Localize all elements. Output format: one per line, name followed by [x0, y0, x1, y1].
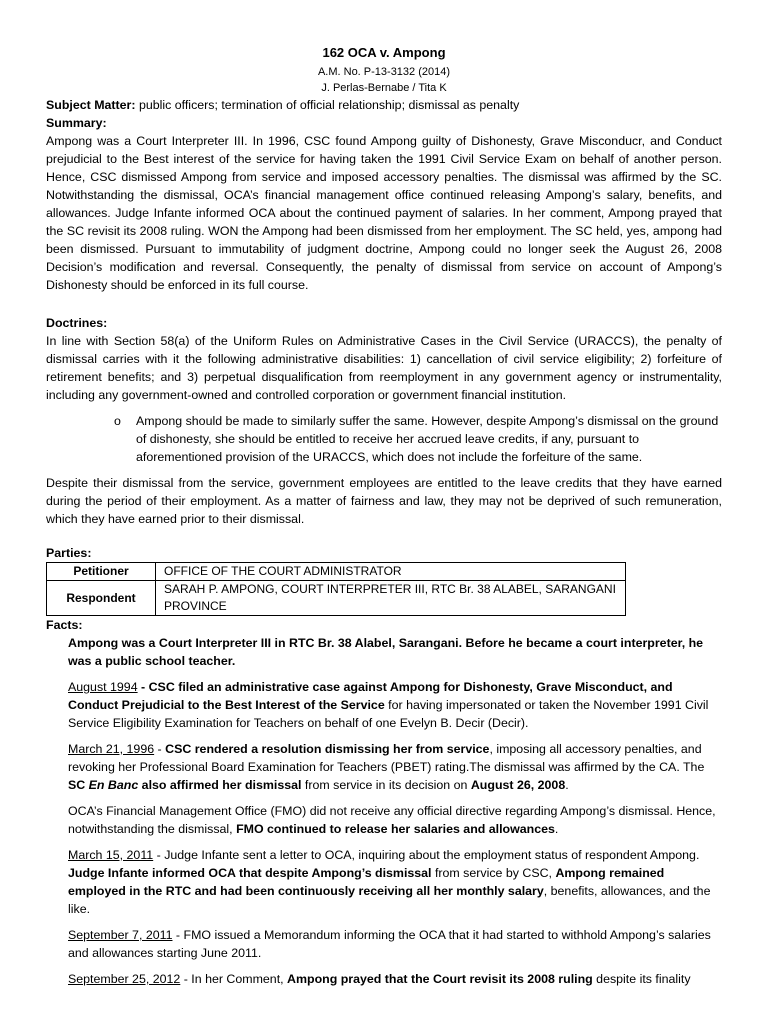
fact-september-2012: [68, 970, 722, 988]
facts-heading: Facts:: [46, 618, 83, 632]
respondent-label: Respondent: [47, 581, 156, 616]
fact-text-bold: SC: [68, 778, 89, 792]
fact-text: .: [554, 822, 559, 836]
doctrine-paragraph-1: In line with Section 58(a) of the Uniform Rules on Administrative Cases in the Civil Service (URACCS), the penalty of dismissal carries with it the following administrative disabilities: 1) cancellation of civil service eligibility; 2) forfeiture of retirement benefits; and 3) perpetual disqualification from reemployment in any government agency or instrumentality, including any government-owned and controlled corporation or government financial institution.: [46, 334, 722, 402]
fact-text: .: [565, 778, 569, 792]
parties-table: [46, 562, 626, 616]
doctrine-paragraph-2: Despite their dismissal from the service, government employees are entitled to the leave credits that they have earned during the period of their employment. As a matter of fairness and law, they may not be deprived of such remuneration, which they have earned prior to their dismissal.: [46, 476, 722, 526]
fact-text: , benefits, allowances, and the like.: [68, 884, 711, 916]
fact-text: - FMO issued a Memorandum informing the OCA that it had started to withhold Ampong’s salaries and allowances starting June 2011.: [68, 928, 711, 960]
bullet-marker: o: [114, 414, 121, 428]
summary-heading: Summary:: [46, 116, 107, 130]
case-number: A.M. No. P-13-3132 (2014): [317, 66, 451, 78]
doctrine-bullet: [114, 412, 722, 466]
summary-text: Ampong was a Court Interpreter III. In 1996, CSC found Ampong guilty of Dishonesty, Grave Misconducr, and Conduct prejudicial to the Best interest of the service for having taken the 1991 Civil Service Exam on behalf of another person. Hence, CSC dismissed Ampong from service and imposed accessory penalties. The dismissal was affirmed by the SC. Notwithstanding the dismissal, OCA’s financial management office continued releasing Ampong’s salary, benefits, and allowances. Judge Infante informed OCA about the continued payment of salaries. In her comment, Ampong prayed that the SC revisit its 2008 ruling. WON the Ampong had been dismissed from her employment. The SC held, yes, ampong had been dismissed. Pursuant to immutability of judgment doctrine, Ampong could no longer seek the August 26, 2008 Decision’s modification and reversal. Consequently, the penalty of dismissal from service on account of Ampong’s Dishonesty should be enforced in its full course.: [46, 134, 722, 292]
fact-text: despite its finality: [592, 972, 691, 986]
petitioner-label: Petitioner: [47, 563, 156, 581]
subject-matter: [46, 96, 722, 114]
respondent-name: SARAH P. AMPONG, COURT INTERPRETER III, RTC Br. 38 ALABEL, SARANGANI PROVINCE: [156, 581, 626, 616]
fact-text-bold: Ampong remained employed in the RTC and had been continuously receiving all her monthly salary: [68, 866, 665, 898]
fact-date: September 7, 2011: [68, 928, 173, 942]
fact-text: from service by CSC,: [431, 866, 556, 880]
fact-text: - In her Comment,: [180, 972, 288, 986]
fact-date: March 15, 2011: [68, 848, 154, 862]
fact-text-bold: Judge Infante informed OCA that despite Ampong’s dismissal: [68, 866, 432, 880]
fact-march-1996: [68, 740, 722, 794]
fact-august-1994: [68, 678, 722, 732]
fact-fmo: [68, 802, 722, 838]
fact-text-bold: August 26, 2008: [470, 778, 566, 792]
fact-date: August 1994: [68, 680, 138, 694]
table-row: [47, 581, 626, 616]
fact-text-bold: FMO continued to release her salaries and allowances: [236, 822, 555, 836]
fact-march-2011: [68, 846, 722, 918]
subject-label: Subject Matter:: [46, 98, 136, 112]
parties-heading: Parties:: [46, 546, 92, 560]
subject-text: public officers; termination of official relationship; dismissal as penalty: [135, 98, 520, 112]
fact-date: September 25, 2012: [68, 972, 181, 986]
petitioner-name: OFFICE OF THE COURT ADMINISTRATOR: [156, 563, 626, 581]
table-row: [47, 563, 626, 581]
fact-text-bold: also affirmed her dismissal: [138, 778, 302, 792]
fact-text: for having impersonated or taken the November 1991 Civil Service Eligibility Examination for Teachers on behalf of one Evelyn B. Decir (Decir).: [68, 698, 709, 730]
fact-text-bold: CSC rendered a resolution dismissing her from service: [165, 742, 490, 756]
fact-text: OCA’s Financial Management Office (FMO) did not receive any official directive regarding Ampong’s dismissal. Hence, notwithstanding the dismissal,: [68, 804, 716, 836]
fact-text: , imposing all accessory penalties, and revoking her Professional Board Examination for Teachers (PBET) rating.The dismissal was affirmed by the CA. The: [68, 742, 705, 774]
fact-intro: Ampong was a Court Interpreter III in RTC Br. 38 Alabel, Sarangani. Before he became a court interpreter, he was a public school teacher.: [68, 636, 704, 668]
doctrine-bullet-text: Ampong should be made to similarly suffer the same. However, despite Ampong’s dismissal on the ground of dishonesty, she should be entitled to receive her accrued leave credits, if any, pursuant to aforementioned provision of the URACCS, which does not include the forfeiture of the same.: [136, 414, 719, 464]
fact-text-bold: - CSC filed an administrative case against Ampong for Dishonesty, Grave Misconduct, and Conduct Prejudicial to the Best Interest of the Service: [68, 680, 673, 712]
case-title: 162 OCA v. Ampong: [322, 45, 446, 60]
fact-text: from service in its decision on: [301, 778, 471, 792]
doctrines-heading: Doctrines:: [46, 316, 108, 330]
ponente: J. Perlas-Bernabe / Tita K: [321, 82, 447, 94]
fact-text: -: [154, 742, 166, 756]
fact-date: March 21, 1996: [68, 742, 155, 756]
fact-text: - Judge Infante sent a letter to OCA, inquiring about the employment status of respondent Ampong.: [153, 848, 700, 862]
fact-text-italic: En Banc: [88, 778, 139, 792]
fact-september-2011: [68, 926, 722, 962]
fact-text-bold: Ampong prayed that the Court revisit its 2008 ruling: [287, 972, 593, 986]
